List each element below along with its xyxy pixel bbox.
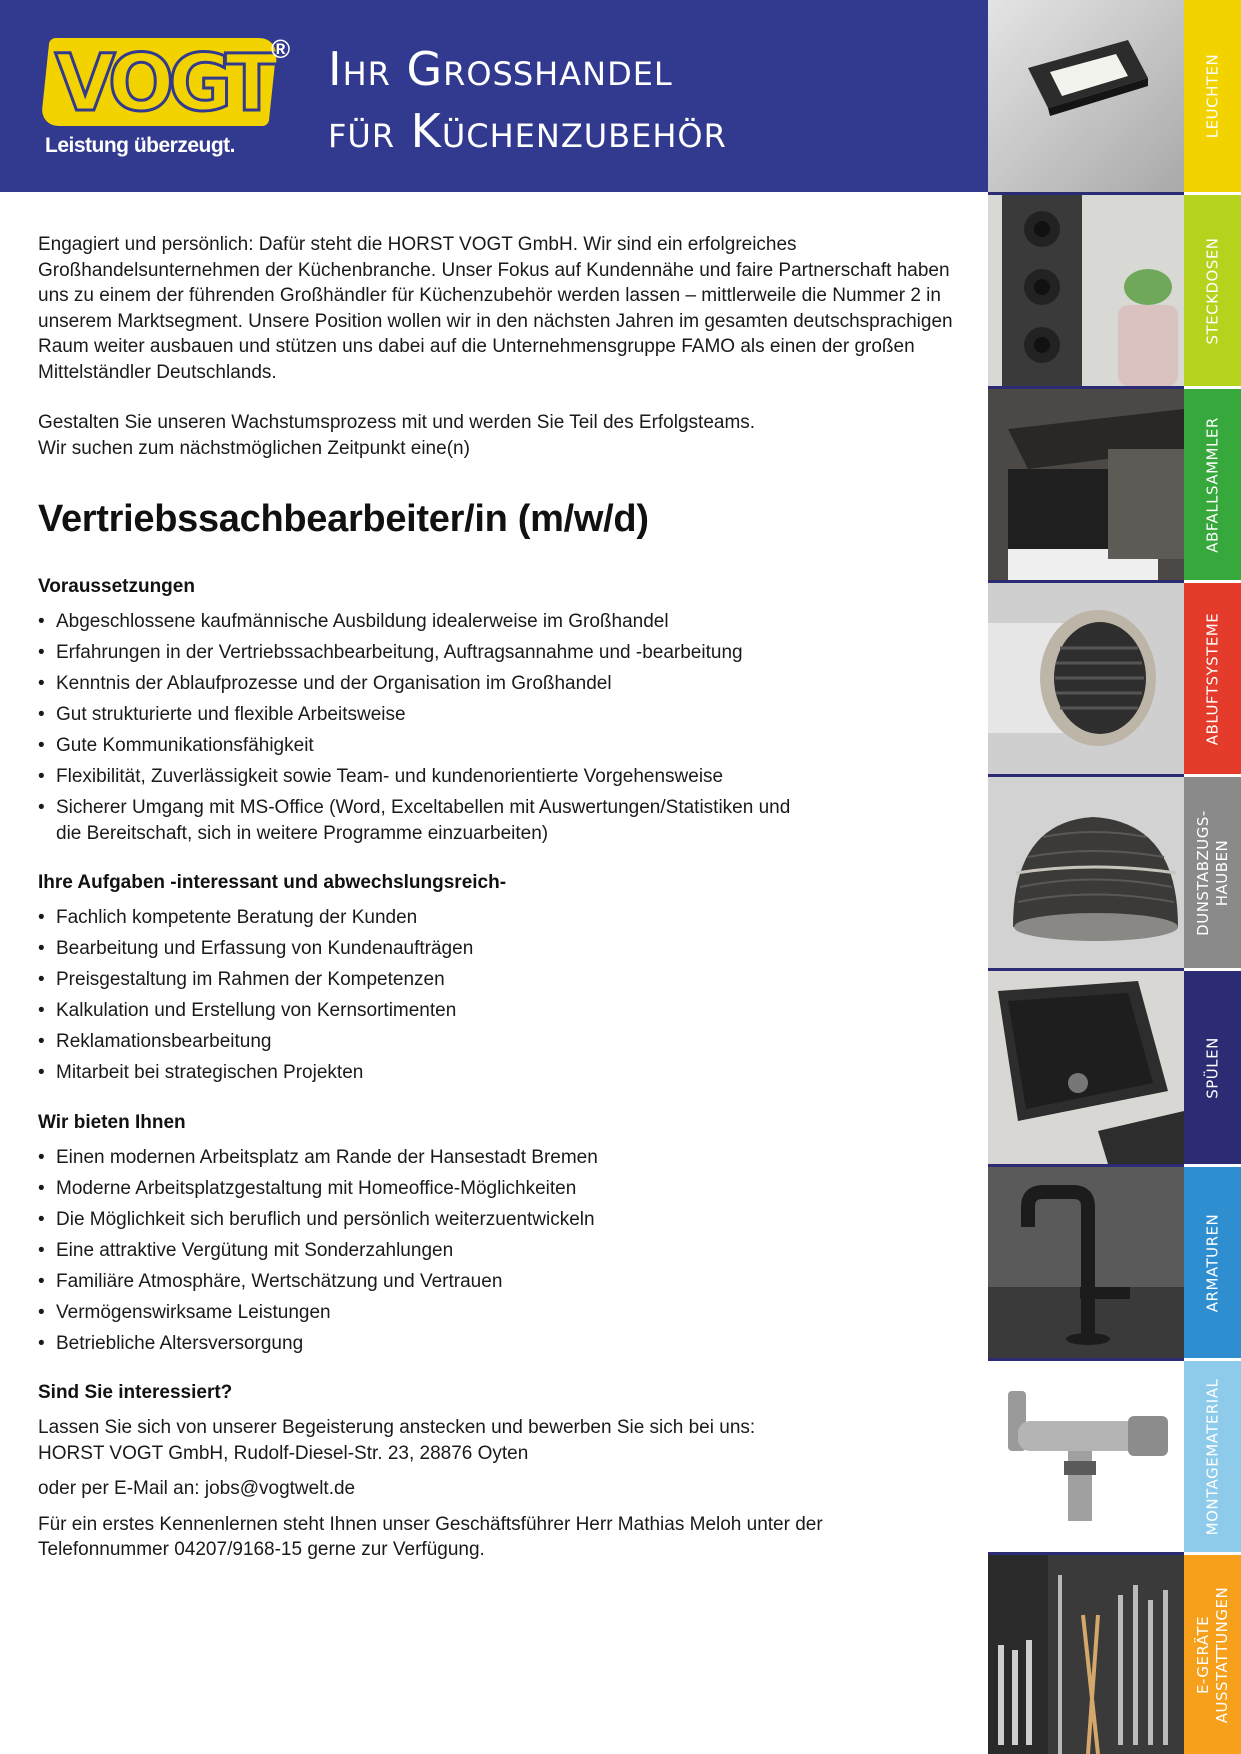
list-item: • Betriebliche Altersversorgung [38, 1331, 958, 1357]
valve-photo [988, 1361, 1184, 1552]
requirements-list [38, 609, 958, 846]
list-item: • Moderne Arbeitsplatzgestaltung mit Homeoffice-Möglichkeiten [38, 1176, 958, 1202]
category-band [1184, 389, 1241, 580]
category-label: MONTAGEMATERIAL [1203, 1378, 1221, 1535]
faucet-photo [988, 1167, 1184, 1358]
requirements-heading: Voraussetzungen [38, 576, 195, 597]
sink-photo [988, 971, 1184, 1164]
job-title: Vertriebssachbearbeiter/in (m/w/d) [38, 498, 649, 540]
category-label: ARMATUREN [1203, 1213, 1221, 1312]
list-item: • Die Möglichkeit sich beruflich und persönlich weiterzuentwickeln [38, 1207, 958, 1233]
list-item: • Eine attraktive Vergütung mit Sonderzahlungen [38, 1238, 958, 1264]
category-montagematerial [988, 1361, 1241, 1552]
list-item: • Gute Kommunikationsfähigkeit [38, 733, 958, 759]
header-title-line2: für Küchenzubehör [328, 104, 727, 158]
logo-slogan: Leistung überzeugt. [45, 134, 235, 157]
cutlery-photo [988, 1555, 1184, 1754]
lamp-photo [988, 0, 1184, 192]
list-item: • Sicherer Umgang mit MS-Office (Word, Exceltabellen mit Auswertungen/Statistiken und die Bereitschaft, sich in weitere Programme einzuarbeiten) [38, 795, 816, 846]
category-band [1184, 0, 1241, 192]
category-label: SPÜLEN [1203, 1036, 1221, 1099]
tasks-heading: Ihre Aufgaben -interessant und abwechslungsreich- [38, 872, 507, 893]
intro-call-line2: Wir suchen zum nächstmöglichen Zeitpunkt eine(n) [38, 437, 470, 459]
socket-photo [988, 195, 1184, 386]
vogt-logo [45, 34, 305, 163]
category-armaturen [988, 1167, 1241, 1358]
list-item: • Abgeschlossene kaufmännische Ausbildung idealerweise im Großhandel [38, 609, 958, 635]
category-band [1184, 971, 1241, 1164]
list-item: • Preisgestaltung im Rahmen der Kompetenzen [38, 967, 958, 993]
intro-call-line1: Gestalten Sie unseren Wachstumsprozess mit und werden Sie Teil des Erfolgsteams. [38, 412, 756, 433]
list-item: • Mitarbeit bei strategischen Projekten [38, 1060, 958, 1086]
registered-mark: ® [271, 34, 291, 64]
category-band [1184, 1361, 1241, 1552]
list-item: • Fachlich kompetente Beratung der Kunden [38, 905, 958, 931]
logo-word: VOGT [55, 39, 273, 129]
category-label: E-GERÄTE AUSSTATTUNGEN [1193, 1586, 1231, 1723]
offers-heading: Wir bieten Ihnen [38, 1111, 186, 1133]
category-label: LEUCHTEN [1203, 53, 1221, 139]
header-title [328, 38, 727, 162]
list-item: • Kenntnis der Ablaufprozesse und der Organisation im Großhandel [38, 671, 958, 697]
category-steckdosen [988, 195, 1241, 386]
list-item: • Familiäre Atmosphäre, Wertschätzung und Vertrauen [38, 1269, 958, 1295]
vent-photo [988, 583, 1184, 774]
offers-list [38, 1145, 958, 1357]
category-abfallsammler [988, 389, 1241, 580]
job-posting-body [38, 232, 958, 1573]
intro-paragraph: Engagiert und persönlich: Dafür steht die HORST VOGT GmbH. Wir sind ein erfolgreiches Großhandelsunternehmen der Küchenbranche. Unser Fokus auf Kundennähe und faire Partnerschaft haben uns zu einem der führenden Großhändler für Küchenzubehör werden lassen – mittlerweile die Nummer 2 in unserem Marktsegment. Unsere Position wollen wir in den nächsten Jahren im gesamten deutschsprachigen Raum weiter ausbauen und stützen uns dabei auf die Unternehmensgruppe FAMO als einen der großen Mittelständler Deutschlands. [38, 234, 953, 383]
contact-address: HORST VOGT GmbH, Rudolf-Diesel-Str. 23, 28876 Oyten [38, 1442, 529, 1464]
category-band [1184, 583, 1241, 774]
contact-closing: Für ein erstes Kennenlernen steht Ihnen unser Geschäftsführer Herr Mathias Meloh unter der Telefonnummer 04207/9168-15 gerne zur Verfügung. [38, 1513, 823, 1560]
category-egeraete-ausstattungen [988, 1555, 1241, 1754]
category-label: STECKDOSEN [1203, 236, 1221, 345]
category-leuchten [988, 0, 1241, 192]
list-item: • Einen modernen Arbeitsplatz am Rande der Hansestadt Bremen [38, 1145, 958, 1171]
contact-line1: Lassen Sie sich von unserer Begeisterung anstecken und bewerben Sie sich bei uns: [38, 1417, 756, 1438]
header-title-line1: Ihr Großhandel [328, 42, 673, 96]
category-dunstabzugshauben [988, 777, 1241, 968]
contact-section [38, 1381, 958, 1563]
contact-email[interactable]: oder per E-Mail an: jobs@vogtwelt.de [38, 1478, 356, 1499]
header-banner [0, 0, 988, 192]
category-sidebar [988, 0, 1241, 1754]
list-item: • Kalkulation und Erstellung von Kernsortimenten [38, 998, 958, 1024]
list-item: • Flexibilität, Zuverlässigkeit sowie Team- und kundenorientierte Vorgehensweise [38, 764, 958, 790]
bin-photo [988, 389, 1184, 580]
hood-photo [988, 777, 1184, 968]
list-item: • Vermögenswirksame Leistungen [38, 1300, 958, 1326]
category-band [1184, 1555, 1241, 1754]
category-spuelen [988, 971, 1241, 1164]
list-item: • Reklamationsbearbeitung [38, 1029, 958, 1055]
category-label: ABFALLSAMMLER [1203, 416, 1221, 553]
category-label: DUNSTABZUGS- HAUBEN [1193, 809, 1231, 936]
list-item: • Gut strukturierte und flexible Arbeitsweise [38, 702, 958, 728]
list-item: • Erfahrungen in der Vertriebssachbearbeitung, Auftragsannahme und -bearbeitung [38, 640, 958, 666]
category-band [1184, 1167, 1241, 1358]
category-band [1184, 777, 1241, 968]
contact-heading: Sind Sie interessiert? [38, 1382, 233, 1403]
category-band [1184, 195, 1241, 386]
category-abluftsysteme [988, 583, 1241, 774]
list-item: • Bearbeitung und Erfassung von Kundenaufträgen [38, 936, 958, 962]
category-label: ABLUFTSYSTEME [1203, 612, 1221, 745]
tasks-list [38, 905, 958, 1086]
